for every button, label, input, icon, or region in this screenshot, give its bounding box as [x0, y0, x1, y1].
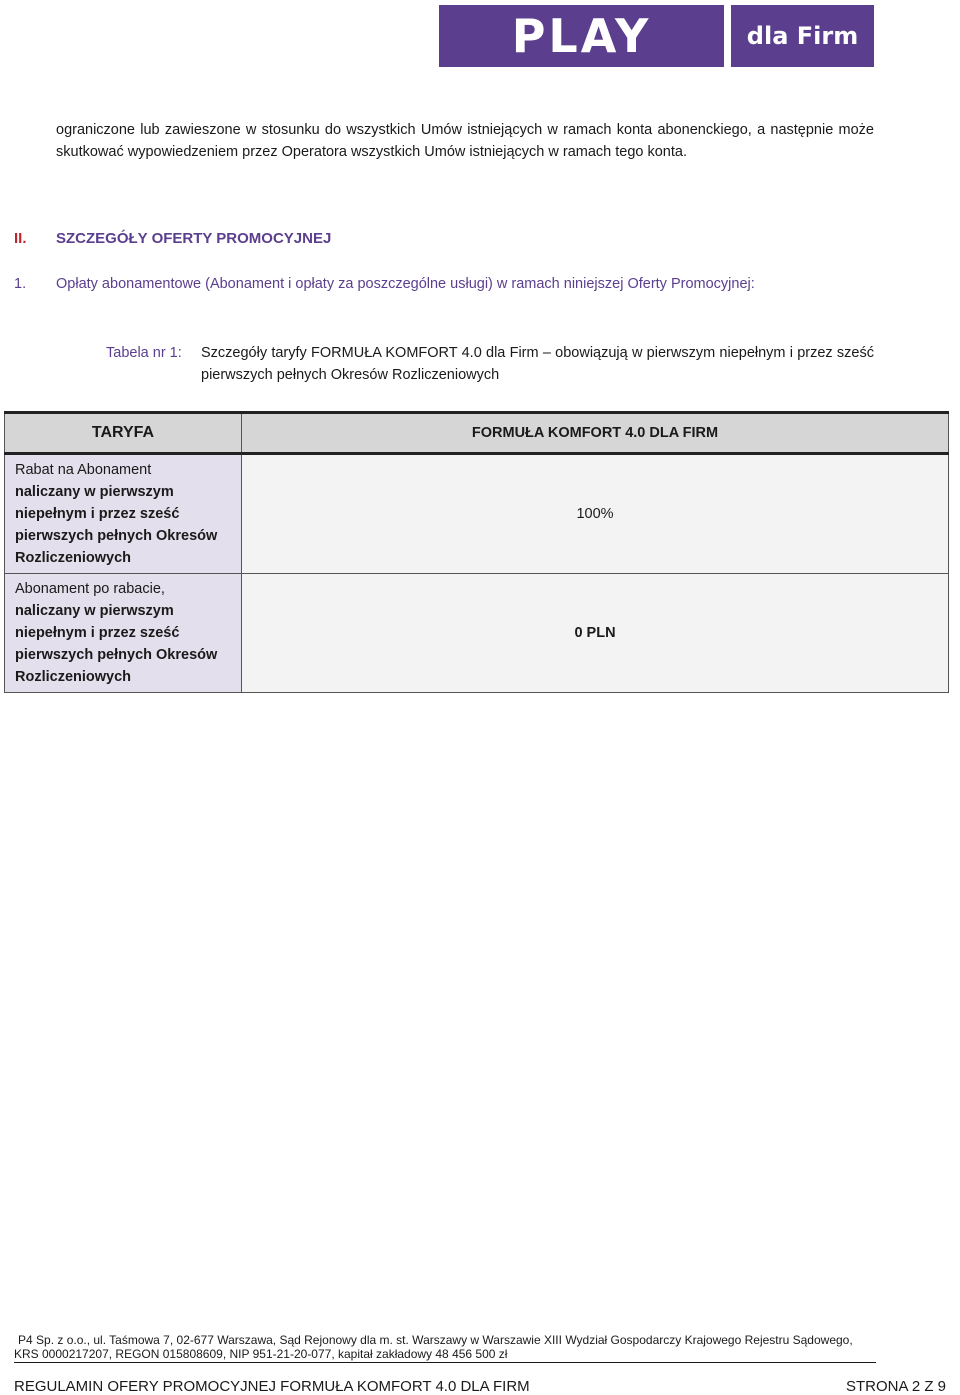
row-label-lead: Rabat na Abonament [15, 462, 152, 478]
dla-firm-logo [731, 5, 874, 67]
table-caption [106, 342, 874, 386]
row-label [5, 574, 242, 693]
tariff-table [4, 411, 949, 693]
play-logo [439, 5, 724, 67]
footer-address-line1: P4 Sp. z o.o., ul. Taśmowa 7, 02-677 Warszawa, Sąd Rejonowy dla m. st. Warszawy w Warszawie XIII Wydział Gospodarczy Krajowego Rejestru Sądowego, [18, 1333, 853, 1347]
footer-address [14, 1333, 876, 1363]
table-caption-label: Tabela nr 1: [106, 345, 182, 361]
section-number: II. [14, 230, 27, 247]
table-caption-text: Szczegóły taryfy FORMUŁA KOMFORT 4.0 dla Firm – obowiązują w pierwszym niepełnym i przez sześć pierwszych pełnych Okresów Rozliczeniowych [201, 345, 874, 383]
row-label [5, 454, 242, 574]
row-value: 0 PLN [242, 574, 949, 693]
row-label-lead: Abonament po rabacie, [15, 581, 165, 597]
list-item-number: 1. [14, 276, 27, 292]
play-logo-text: PLAY [511, 9, 652, 63]
row-value: 100% [242, 454, 949, 574]
header-formula: FORMUŁA KOMFORT 4.0 DLA FIRM [242, 413, 949, 454]
footer-address-line2: KRS 0000217207, REGON 015808609, NIP 951-21-20-077, kapitał zakładowy 48 456 500 zł [14, 1347, 876, 1363]
list-item-1 [14, 276, 755, 292]
row-label-bold: naliczany w pierwszym niepełnym i przez sześć pierwszych pełnych Okresów Rozliczeniowych [15, 603, 218, 685]
table-row [5, 454, 949, 574]
row-label-bold: naliczany w pierwszym niepełnym i przez sześć pierwszych pełnych Okresów Rozliczeniowych [15, 484, 218, 566]
list-item-text: Opłaty abonamentowe (Abonament i opłaty za poszczególne usługi) w ramach niniejszej Oferty Promocyjnej: [56, 276, 755, 292]
dla-firm-logo-text: dla Firm [746, 22, 859, 50]
section-heading [14, 230, 331, 247]
table-row [5, 574, 949, 693]
section-title: SZCZEGÓŁY OFERTY PROMOCYJNEJ [56, 230, 332, 247]
header-taryfa: TARYFA [5, 413, 242, 454]
table-header-row [5, 413, 949, 454]
footer-page-number: STRONA 2 Z 9 [845, 1378, 946, 1395]
footer-doc-title: REGULAMIN OFERY PROMOCYJNEJ FORMUŁA KOMFORT 4.0 DLA FIRM [14, 1378, 530, 1395]
intro-paragraph: ograniczone lub zawieszone w stosunku do wszystkich Umów istniejących w ramach konta abonenckiego, a następnie może skutkować wypowiedzeniem przez Operatora wszystkich Umów istniejących w ramach tego konta. [56, 122, 874, 160]
